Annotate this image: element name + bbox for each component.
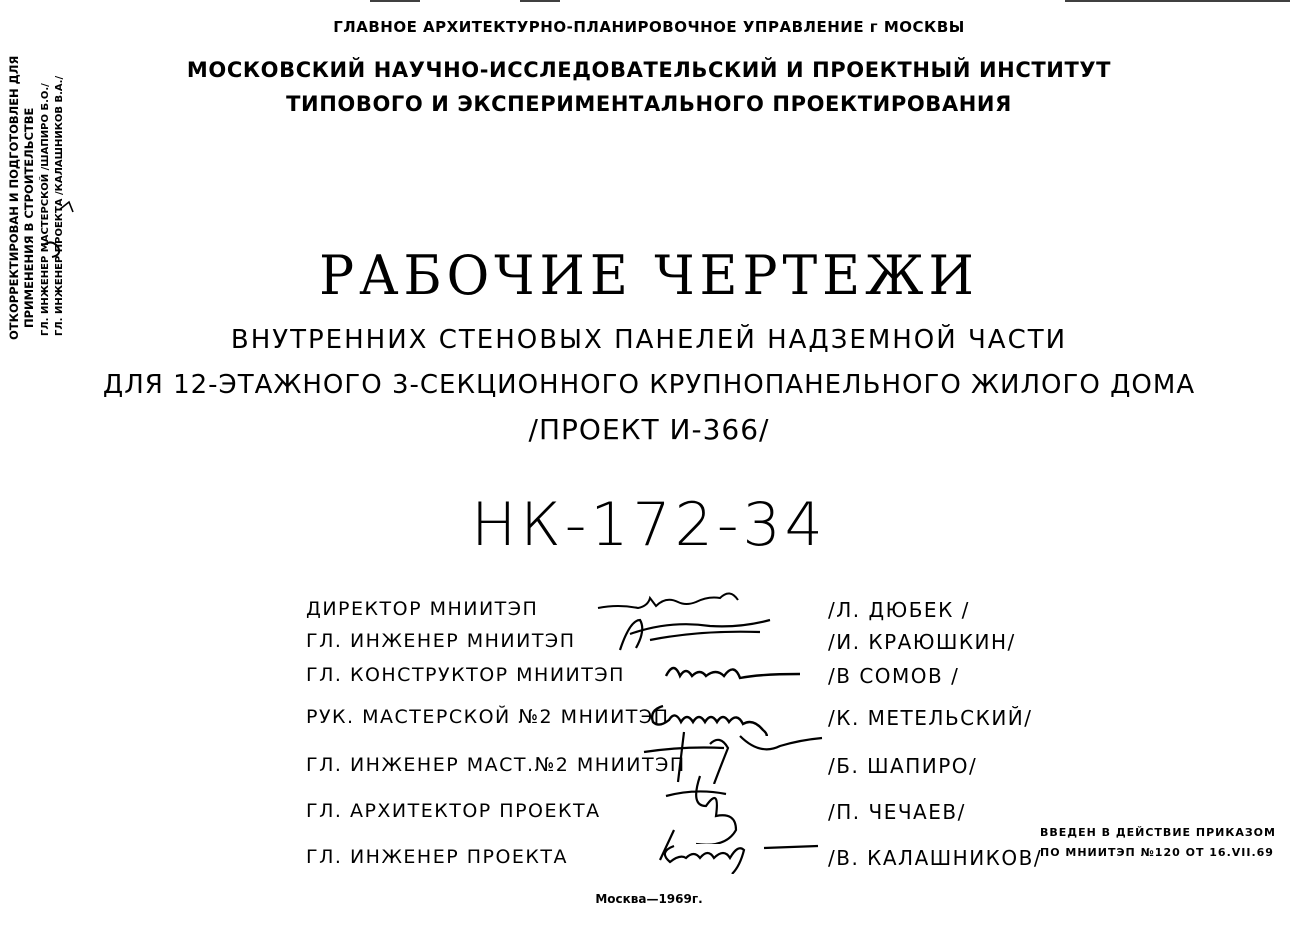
document-code: НК-172-34 — [471, 490, 827, 560]
signature-role: РУК. МАСТЕРСКОЙ №2 МНИИТЭП — [306, 706, 670, 728]
handwritten-signature — [660, 652, 810, 692]
signature-role: ГЛ. ИНЖЕНЕР МАСТ.№2 МНИИТЭП — [306, 754, 686, 776]
subtitle-line-3: /ПРОЕКТ И-366/ — [528, 413, 770, 446]
signature-row — [0, 754, 1298, 794]
signature-role: ДИРЕКТОР МНИИТЭП — [306, 598, 539, 620]
signature-name: /Л. ДЮБЕК / — [828, 598, 970, 622]
signature-name: /И. КРАЮШКИН/ — [828, 630, 1016, 654]
enactment-stamp-line-1: ВВЕДЕН В ДЕЙСТВИЕ ПРИКАЗОМ — [1040, 826, 1276, 839]
side-note-line-4: ГЛ. ИНЖЕНЕР ПРОЕКТА /КАЛАШНИКОВ В.А./ — [54, 75, 65, 336]
signature-role: ГЛ. АРХИТЕКТОР ПРОЕКТА — [306, 800, 601, 822]
top-edge-marks — [0, 0, 1298, 6]
signature-role: ГЛ. ИНЖЕНЕР МНИИТЭП — [306, 630, 576, 652]
signature-name: /В. КАЛАШНИКОВ/ — [828, 846, 1043, 870]
ministry-header: ГЛАВНОЕ АРХИТЕКТУРНО-ПЛАНИРОВОЧНОЕ УПРАВЛЕНИЕ г МОСКВЫ — [333, 18, 965, 36]
institute-header: МОСКОВСКИЙ НАУЧНО-ИССЛЕДОВАТЕЛЬСКИЙ И ПРОЕКТНЫЙ ИНСТИТУТ — [186, 58, 1112, 82]
document-title: РАБОЧИЕ ЧЕРТЕЖИ — [319, 244, 979, 308]
institute-header-2: ТИПОВОГО И ЭКСПЕРИМЕНТАЛЬНОГО ПРОЕКТИРОВАНИЯ — [286, 92, 1012, 116]
handwritten-signature — [652, 824, 827, 874]
signature-role: ГЛ. КОНСТРУКТОР МНИИТЭП — [306, 664, 625, 686]
signature-name: /В СОМОВ / — [828, 664, 960, 688]
side-note-line-1: ОТКОРРЕКТИРОВАН И ПОДГОТОВЛЕН ДЛЯ — [7, 55, 21, 340]
subtitle-line-2: ДЛЯ 12-ЭТАЖНОГО 3-СЕКЦИОННОГО КРУПНОПАНЕЛЬНОГО ЖИЛОГО ДОМА — [102, 370, 1196, 400]
side-note-line-3: ГЛ. ИНЖЕНЕР МАСТЕРСКОЙ /ШАПИРО Б.О./ — [40, 83, 51, 336]
enactment-stamp-line-2: ПО МНИИТЭП №120 ОТ 16.VII.69 — [1040, 846, 1274, 859]
side-note-line-2: ПРИМЕНЕНИЯ В СТРОИТЕЛЬСТВЕ — [22, 107, 36, 328]
signature-name: /П. ЧЕЧАЕВ/ — [828, 800, 966, 824]
signature-role: ГЛ. ИНЖЕНЕР ПРОЕКТА — [306, 846, 569, 868]
signature-name: /Б. ШАПИРО/ — [828, 754, 978, 778]
place-and-year: Москва—1969г. — [595, 892, 703, 906]
signature-name: /К. МЕТЕЛЬСКИЙ/ — [828, 706, 1033, 730]
subtitle-line-1: ВНУТРЕННИХ СТЕНОВЫХ ПАНЕЛЕЙ НАДЗЕМНОЙ ЧАСТИ — [230, 325, 1068, 355]
